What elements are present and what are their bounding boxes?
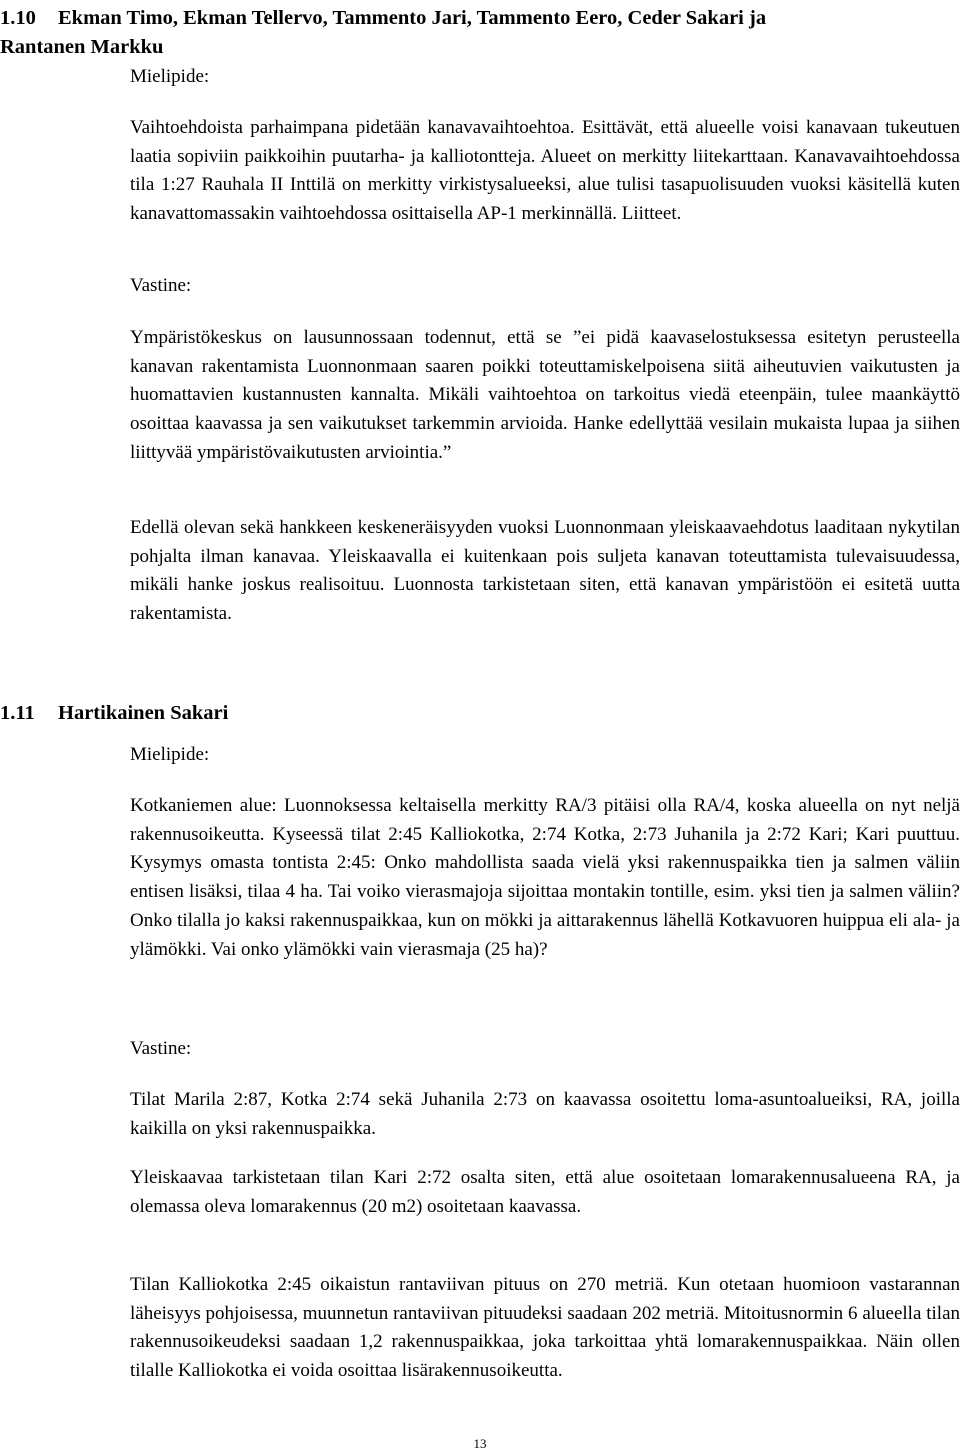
response-paragraph-3: Tilan Kalliokotka 2:45 oikaistun rantaviivan pituus on 270 metriä. Kun otetaan huomioon vastarannan läheisyys pohjoisessa, muunnetun rantaviivan pituudeksi saadaan 202 metriä. Mitoitusnormin 6 alueella tilan rakennusoikeudeksi saadaan 1,2 rakennuspaikkaa, joka tarkoittaa yhtä lomarakennuspaikkaa. Näin ollen tilalle Kalliokotka ei voida osoittaa lisärakennusoikeutta. — [130, 1274, 960, 1382]
section-heading-1-11 — [0, 699, 950, 728]
response-label: Vastine: — [130, 275, 192, 296]
opinion-label: Mielipide: — [130, 744, 210, 765]
section-number: 1.11 — [0, 702, 35, 724]
response-paragraph-2: Edellä olevan sekä hankkeen keskeneräisyyden vuoksi Luonnonmaan yleiskaavaehdotus laaditaan nykytilan pohjalta ilman kanavaa. Yleiskaavalla ei kuitenkaan pois suljeta kanavan toteuttamista tulevaisuudessa, mikäli hanke joskus realisoituu. Luonnosta tarkistetaan siten, että kanavan ympäristöön ei esitetä uutta rakentamista. — [130, 517, 960, 625]
section-number: 1.10 — [0, 7, 36, 29]
opinion-paragraph: Vaihtoehdoista parhaimpana pidetään kanavavaihtoehtoa. Esittävät, että alueelle voisi kanavaan tukeutuen laatia sopiviin paikkoihin puutarha- ja kalliotontteja. Alueet on merkitty liitekarttaan. Kanavavaihtoehdossa tila 1:27 Rauhala II Inttilä on merkitty virkistysalueeksi, alue tulisi tasapuolisuuden vuoksi käsitellä kuten kanavattomassakin vaihtoehdossa osittaisella AP-1 merkinnällä. Liitteet. — [130, 117, 960, 225]
section-heading-1-10 — [0, 4, 950, 62]
section-title-line1: Hartikainen Sakari — [58, 702, 229, 724]
response-paragraph-1: Ympäristökeskus on lausunnossaan todennut, että se ”ei pidä kaavaselostuksessa esitetyn perusteella kanavan rakentamista Luonnonmaan saaren poikki toteuttamiskelpoisena siitä aiheutuvien vaikutusten ja huomattavien kustannusten kannalta. Mikäli vaihtoehtoa on tarkoitus viedä eteenpäin, tulee maankäyttö osoittaa kaavassa ja sen vaikutukset tarkemmin arvioida. Hanke edellyttää vesilain mukaista lupaa ja siihen liittyvää ympäristövaikutusten arviointia.” — [130, 327, 960, 463]
response-label: Vastine: — [130, 1038, 192, 1059]
section-title-line2: Rantanen Markku — [0, 36, 164, 58]
response-paragraph-1: Tilat Marila 2:87, Kotka 2:74 sekä Juhanila 2:73 on kaavassa osoitettu loma-asuntoalueiksi, RA, joilla kaikilla on yksi rakennuspaikka. — [130, 1089, 960, 1139]
response-paragraph-2: Yleiskaavaa tarkistetaan tilan Kari 2:72 osalta siten, että alue osoitetaan lomarakennusalueena RA, ja olemassa oleva lomarakennus (20 m2) osoitetaan kaavassa. — [130, 1167, 960, 1217]
opinion-paragraph: Kotkaniemen alue: Luonnoksessa keltaisella merkitty RA/3 pitäisi olla RA/4, koska alueella on nyt neljä rakennusoikeutta. Kyseessä tilat 2:45 Kalliokotka, 2:74 Kotka, 2:73 Juhanila ja 2:72 Kari; Kari puuttuu. Kysymys omasta tontista 2:45: Onko mahdollista saada vielä yksi rakennuspaikka tien ja salmen väliin entisen lisäksi, tilaa 4 ha. Tai voiko vierasmajoja sijoittaa montakin tontille, esim. yksi tien ja salmen väliin? Onko tilalla jo kaksi rakennuspaikkaa, kun on mökki ja aittarakennus lähellä Kotkavuoren huippua eli ala- ja ylämökki. Vai onko ylämökki vain vierasmaja (25 ha)? — [130, 795, 960, 960]
opinion-label: Mielipide: — [130, 66, 210, 87]
section-title-line1: Ekman Timo, Ekman Tellervo, Tammento Jari, Tammento Eero, Ceder Sakari ja — [58, 7, 767, 29]
page-number: 13 — [473, 1436, 487, 1451]
